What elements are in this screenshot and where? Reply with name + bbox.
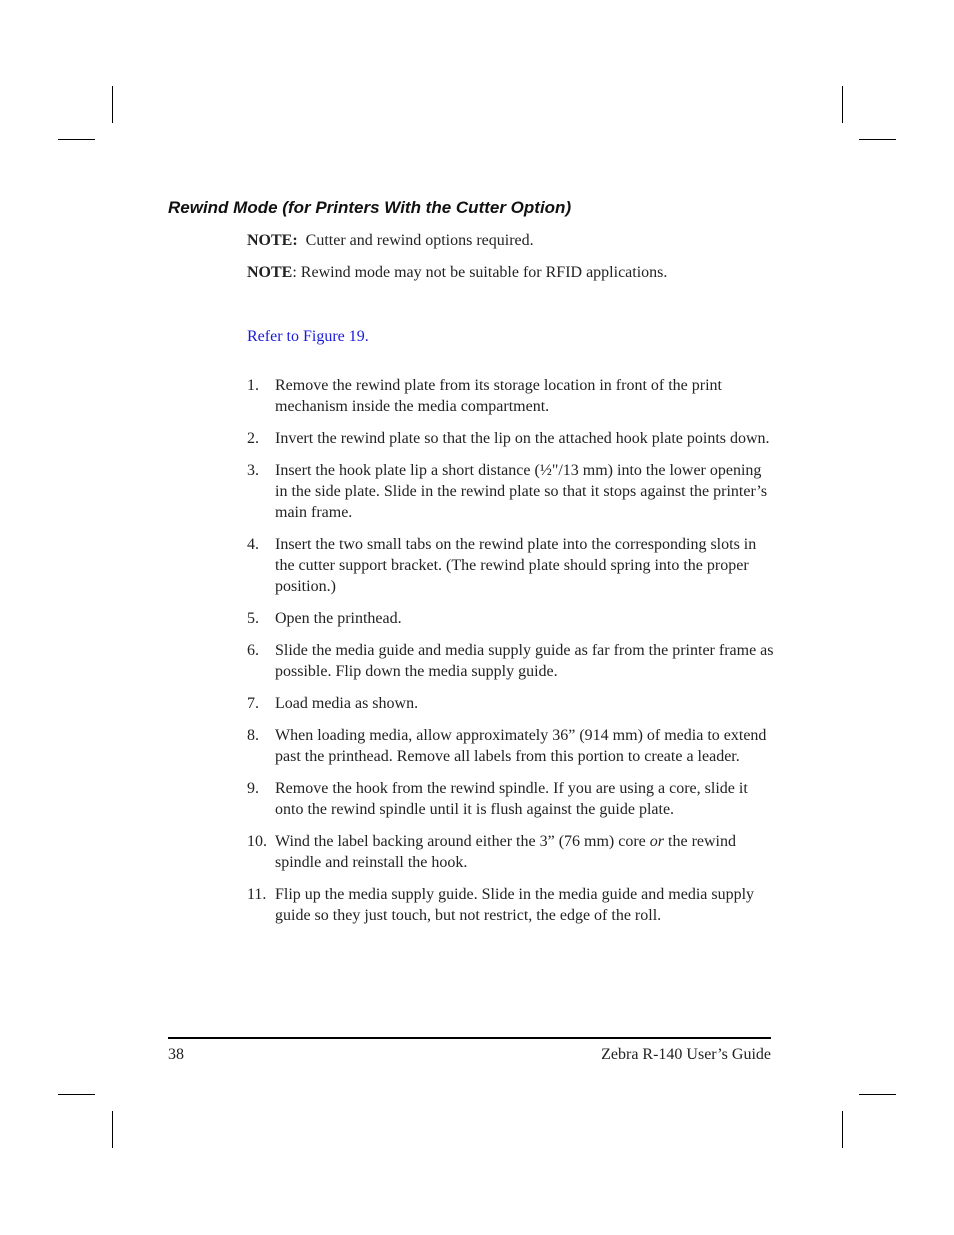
step-text: Flip up the media supply guide. Slide in the media guide and media supply guide so they just touch, but not restrict, the edge of the roll. (275, 886, 755, 924)
figure-19-link[interactable]: Refer to Figure 19. (247, 328, 369, 345)
list-item (247, 534, 777, 597)
step-text: Invert the rewind plate so that the lip on the attached hook plate points down. (275, 430, 770, 447)
step-number: 9. (247, 780, 259, 797)
crop-mark-top-right-vertical (842, 86, 843, 123)
crop-mark-bottom-left-horizontal (58, 1094, 95, 1095)
step-text-part: Wind the label backing around either the 3” (76 mm) core (275, 833, 650, 850)
note-rfid (247, 264, 667, 282)
note-text: Cutter and rewind options required. (305, 232, 534, 249)
step-number: 10. (247, 833, 267, 850)
procedure-steps (247, 375, 777, 937)
crop-mark-top-left-horizontal (58, 139, 95, 140)
guide-title: Zebra R-140 User’s Guide (601, 1046, 771, 1063)
list-item (247, 608, 777, 629)
step-number: 8. (247, 727, 259, 744)
list-item (247, 884, 777, 926)
list-item (247, 725, 777, 767)
note-text: : Rewind mode may not be suitable for RFID applications. (292, 264, 668, 281)
step-number: 1. (247, 377, 259, 394)
step-text: Insert the two small tabs on the rewind plate into the corresponding slots in the cutter support bracket. (The rewind plate should spring into the proper position.) (275, 536, 757, 595)
step-number: 4. (247, 536, 259, 553)
step-text (275, 831, 777, 873)
step-text: Remove the rewind plate from its storage location in front of the print mechanism inside the media compartment. (275, 377, 722, 415)
list-item (247, 460, 777, 523)
step-text: Insert the hook plate lip a short distance (½"/13 mm) into the lower opening in the side plate. Slide in the rewind plate so that it stops against the printer’s main frame. (275, 462, 768, 521)
step-number: 3. (247, 462, 259, 479)
crop-mark-bottom-right-horizontal (859, 1094, 896, 1095)
step-number: 5. (247, 610, 259, 627)
list-item (247, 831, 777, 873)
crop-mark-bottom-right-vertical (842, 1111, 843, 1148)
step-text: Load media as shown. (275, 695, 419, 712)
step-text: Remove the hook from the rewind spindle. If you are using a core, slide it onto the rewind spindle until it is flush against the guide plate. (275, 780, 748, 818)
step-number: 11. (247, 886, 267, 903)
step-text: Slide the media guide and media supply guide as far from the printer frame as possible. Flip down the media supply guide. (275, 642, 774, 680)
note-label: NOTE (247, 264, 293, 281)
note-cutter-rewind (247, 232, 534, 250)
step-text: When loading media, allow approximately 36” (914 mm) of media to extend past the printhead. Remove all labels from this portion to create a leader. (275, 727, 767, 765)
page-number: 38 (168, 1046, 184, 1063)
step-text: Open the printhead. (275, 610, 402, 627)
note-label: NOTE: (247, 232, 298, 249)
crop-mark-bottom-left-vertical (112, 1111, 113, 1148)
step-number: 2. (247, 430, 259, 447)
list-item (247, 778, 777, 820)
list-item (247, 640, 777, 682)
crop-mark-top-left-vertical (112, 86, 113, 123)
step-number: 6. (247, 642, 259, 659)
list-item (247, 693, 777, 714)
step-text-emphasis: or (649, 833, 665, 850)
footer-rule (168, 1037, 771, 1039)
list-item (247, 375, 777, 417)
list-item (247, 428, 777, 449)
crop-mark-top-right-horizontal (859, 139, 896, 140)
step-text-part: the rewind spindle and reinstall the hook. (275, 833, 736, 871)
step-number: 7. (247, 695, 259, 712)
section-heading: Rewind Mode (for Printers With the Cutter Option) (168, 198, 572, 217)
